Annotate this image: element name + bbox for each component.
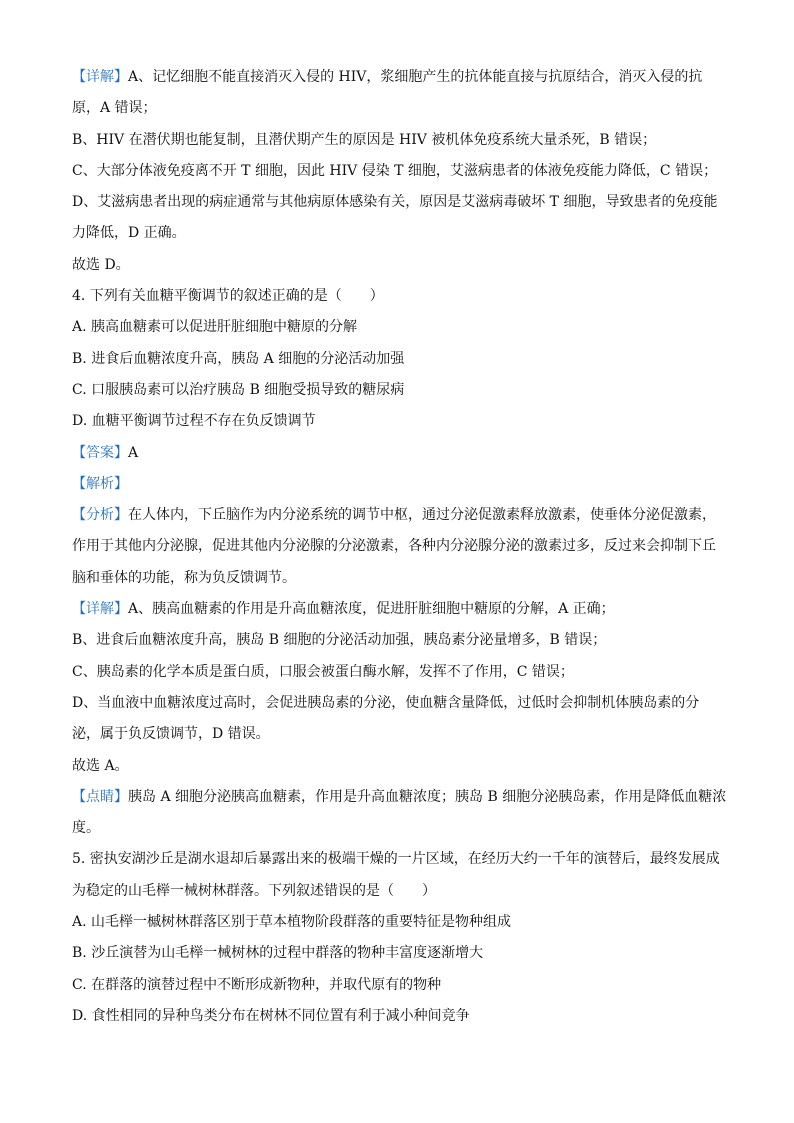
analysis-tag: 【解析】: [72, 475, 128, 492]
q3-choice: 故选 D。: [72, 256, 130, 273]
q3-detail-line-2: 原，A 错误；: [72, 100, 157, 117]
q4-dianjing-line-2: 度。: [72, 820, 100, 837]
q4-answer: [72, 438, 720, 469]
fenxi-tag: 【分析】: [72, 507, 128, 524]
q4-option-b: B. 进食后血糖浓度升高，胰岛 A 细胞的分泌活动加强: [72, 350, 405, 367]
q5-option-c: C. 在群落的演替过程中不断形成新物种，并取代原有的物种: [72, 976, 442, 993]
q4-fenxi-line-2: 作用于其他内分泌腺，促进其他内分泌腺的分泌激素，各种内分泌腺分泌的激素过多，反过来会抑制下丘: [72, 538, 716, 555]
q4-choice: 故选 A。: [72, 757, 129, 774]
q4-analysis-heading: [72, 469, 720, 500]
q5-stem-line-1: 5. 密执安湖沙丘是湖水退却后暴露出来的极端干燥的一片区域，在经历大约一千年的演替后，最终发展成: [72, 851, 720, 868]
answer-tag: 【答案】: [72, 444, 128, 461]
q5-option-d: D. 食性相同的异种鸟类分布在树林不同位置有利于减小种间竞争: [72, 1007, 470, 1024]
detail-text: A、胰高血糖素的作用是升高血糖浓度，促进肝脏细胞中糖原的分解，A 正确；: [128, 601, 615, 618]
q3-detail-d-line-2: 力降低，D 正确。: [72, 225, 186, 242]
q4-option-a: A. 胰高血糖素可以促进肝脏细胞中糖原的分解: [72, 319, 358, 336]
q4-dianjing-line-1: [72, 782, 727, 813]
q4-detail-b: B、进食后血糖浓度升高，胰岛 B 细胞的分泌活动加强，胰岛素分泌量增多，B 错误；: [72, 632, 607, 649]
dianjing-tag: 【点睛】: [72, 788, 128, 805]
q4-detail-d-line-2: 泌，属于负反馈调节，D 错误。: [72, 726, 270, 743]
q4-fenxi-line-3: 脑和垂体的功能，称为负反馈调节。: [72, 569, 296, 586]
q4-option-c: C. 口服胰岛素可以治疗胰岛 B 细胞受损导致的糖尿病: [72, 381, 405, 398]
q4-stem: 4. 下列有关血糖平衡调节的叙述正确的是（ ）: [72, 288, 384, 305]
q4-option-d: D. 血糖平衡调节过程不存在负反馈调节: [72, 413, 316, 430]
fenxi-text: 在人体内，下丘脑作为内分泌系统的调节中枢，通过分泌促激素释放激素，使垂体分泌促激素，: [128, 507, 716, 524]
detail-tag: 【详解】: [72, 69, 128, 85]
q4-fenxi-line-1: [72, 500, 720, 531]
q4-detail-c: C、胰岛素的化学本质是蛋白质，口服会被蛋白酶水解，发挥不了作用，C 错误；: [72, 663, 574, 680]
q5-option-b: B. 沙丘演替为山毛榉一械树林的过程中群落的物种丰富度逐渐增大: [72, 945, 484, 962]
detail-text: A、记忆细胞不能直接消灭入侵的 HIV，浆细胞产生的抗体能直接与抗原结合，消灭入侵的抗: [128, 69, 703, 85]
dianjing-text: 胰岛 A 细胞分泌胰高血糖素，作用是升高血糖浓度；胰岛 B 细胞分泌胰岛素，作用是降低血糖浓: [128, 788, 727, 805]
answer-value: A: [128, 444, 139, 461]
q5-option-a: A. 山毛榉一槭树林群落区别于草本植物阶段群落的重要特征是物种组成: [72, 914, 512, 931]
detail-tag: 【详解】: [72, 601, 128, 618]
q3-detail-b: B、HIV 在潜伏期也能复制，且潜伏期产生的原因是 HIV 被机体免疫系统大量杀死，B 错误；: [72, 131, 657, 148]
q3-detail-d-line-1: D、艾滋病患者出现的病症通常与其他病原体感染有关，原因是艾滋病毒破坏 T 细胞，导致患者的免疫能: [72, 194, 718, 211]
q4-detail-d-line-1: D、当血液中血糖浓度过高时，会促进胰岛素的分泌，使血糖含量降低，过低时会抑制机体胰岛素的分: [72, 694, 700, 711]
document-page: [72, 62, 727, 1032]
q3-detail-line-1: [72, 62, 720, 93]
q4-detail-a: [72, 594, 720, 625]
q5-stem-line-2: 为稳定的山毛榉一械树林群落。下列叙述错误的是（ ）: [72, 882, 436, 899]
q3-detail-c: C、大部分体液免疫离不开 T 细胞，因此 HIV 侵染 T 细胞，艾滋病患者的体液免疫能力降低，C 错误；: [72, 162, 718, 179]
